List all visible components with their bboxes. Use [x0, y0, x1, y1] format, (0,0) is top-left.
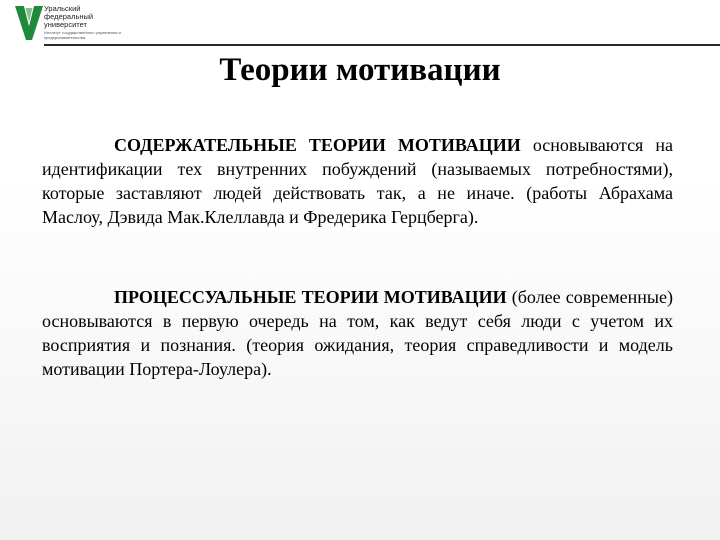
header — [0, 0, 720, 48]
paragraph-lead: ПРОЦЕССУАЛЬНЫЕ ТЕОРИИ МОТИВАЦИИ — [114, 287, 507, 307]
paragraph-text: (более современные) основываются в первую очередь на том, как ведут себя люди с учетом их восприятия и познания. (теория ожидания, теория справедливости и модель мотивации Портера-Лоулера). — [42, 287, 674, 379]
logo-line: Уральский — [44, 4, 81, 13]
paragraph-lead: СОДЕРЖАТЕЛЬНЫЕ ТЕОРИИ МОТИВАЦИИ — [114, 135, 521, 155]
header-divider — [44, 44, 720, 46]
logo-subtitle: Институт государственного управления и предпринимательства — [44, 30, 121, 40]
paragraph-text: основываются на идентификации тех внутренних побуждений (называемых потребностями), которые заставляют людей действовать так, а не иначе. (работы Абрахама Маслоу, Дэвида Мак.Клеллавда и Фредерика Герцберга). — [42, 135, 673, 227]
logo-line: федеральный — [44, 12, 94, 21]
urfu-logo-icon — [14, 4, 44, 42]
content-paragraph-2 — [42, 285, 673, 381]
content-paragraph-1 — [42, 133, 673, 229]
logo-line: университет — [44, 20, 87, 29]
logo-text — [44, 5, 93, 29]
slide-title: Теории мотивации — [219, 52, 501, 88]
university-logo — [14, 4, 134, 46]
